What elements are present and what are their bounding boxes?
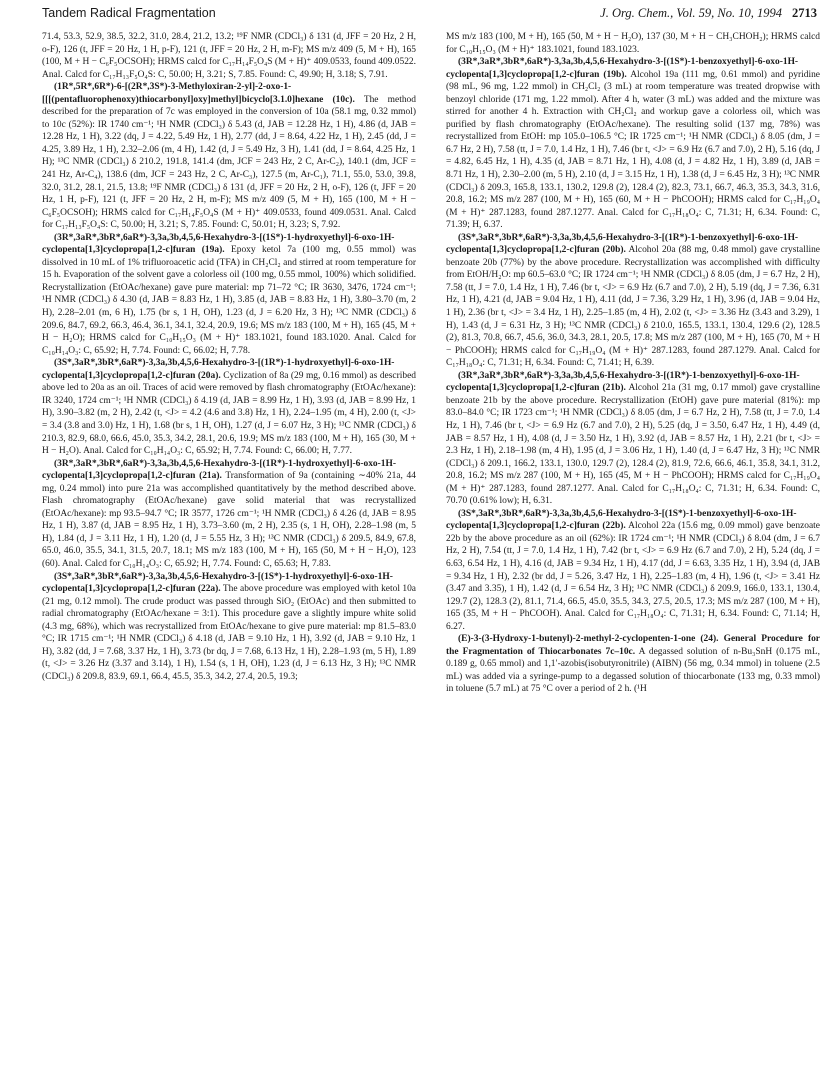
paragraph-body: The above procedure was employed with ketol 10a (21 mg, 0.12 mmol). The crude product was passed through SiO₂ (EtOAc) and then submitted to radial chromatography (EtOAc/hexane = 3:1). This procedure gave a slightly impure white solid (4.3 mg, 68%), which was recrystallized from EtOAc/hexane to give pure material: mp 81.5–83.0 °C; IR 1715 cm⁻¹; ¹H NMR (CDCl₃) δ 4.18 (d, JAB = 9.10 Hz, 1 H), 3.92 (d, JAB = 9.10 Hz, 1 H), 3.82 (dd, J = 7.68, 3.37 Hz, 1 H), 3.73 (br dq, J = 7.68, 6.13 Hz, 1 H), 2.28–1.93 (m, 5 H), 1.89 (t, <J> = 3.26 Hz (3.37 and 3.14), 1 H), 1.54 (s, 1 H, OH), 1.23 (d, J = 6.13 Hz, 3 H); ¹³C NMR (CDCl₃) δ 209.8, 83.9, 69.1, 66.4, 45.5, 35.3, 34.2, 27.4, 20.5, 19.3; bbox=[42, 584, 416, 682]
paragraph-body: Alcohol 22a (15.6 mg, 0.09 mmol) gave benzoate 22b by the above procedure as an oil (62%): IR 1724 cm⁻¹; ¹H NMR (CDCl₃) δ 8.04 (dm, J = 6.7 Hz, 2 H), 7.54 (tt, J = 7.0, 1.4 Hz, 1 H), 7.42 (br t, <J> = 6.9 Hz (6.7 and 7.0), 2 H), 5.24 (dq, J = 6.63, 6.54 Hz, 1 H), 4.16 (d, JAB = 9.34 Hz, 1 H), 4.17 (dd, J = 6.63, 3.35 Hz, 1 H), 3.94 (d, JAB = 9.34 Hz, 1 H), 2.32 (br dd, J = 5.26, 3.47 Hz, 1 H), 2.25–1.83 (m, 4 H), 1.96 (t, <J> = 3.41 Hz (3.47 and 3.35), 1 H), 1.42 (d, J = 6.54 Hz, 3 H); ¹³C NMR (CDCl₃) δ 209.9, 166.0, 133.1, 130.4, 129.7 (2), 128.3 (2), 81.1, 71.4, 66.5, 45.0, 35.5, 34.3, 27.5, 20.5, 17.3; MS m/z 287 (100, M + H), 165 (35, M + H − PhCOOH). Anal. Calcd for C₁₇H₁₈O₄: C, 71.31; H, 6.34. Found: C, 71.14; H, 6.27. bbox=[446, 521, 820, 632]
paragraph-body: Alcohol 19a (111 mg, 0.61 mmol) and pyridine (98 mL, 96 mg, 1.22 mmol) in CH₂Cl₂ (3 mL) at room temperature was treated dropwise with benzoyl chloride (171 mg, 1.22 mmol). After 4 h, water (3 mL) was added and the mixture was stirred for another 4 h. Extraction with CH₂Cl₂ and workup gave a colorless oil, which was purified by flash chromatography (EtOAc/hexane). The resulting solid (137 mg, 78%) was recrystallized from EtOH: mp 105.0–106.5 °C; IR 1725 cm⁻¹; ¹H NMR (CDCl₃) δ 8.05 (dm, J = 6.7 Hz, 2 H), 7.58 (tt, J = 7.0, 1.4 Hz, 1 H), 7.46 (br t, <J> = 6.9 Hz (6.7 and 7.0), 2 H), 5.16 (dq, J = 4.82, 6.45 Hz, 1 H), 4.35 (d, JAB = 8.71 Hz, 1 H), 4.08 (d, J = 4.82 Hz, 1 H), 3.89 (d, JAB = 8.71 Hz, 1 H), 2.30–2.00 (m, 5 H), 2.10 (d, J = 3.15 Hz, 1 H), 1.38 (d, J = 6.45 Hz, 3 H); ¹³C NMR (CDCl₃) δ 209.3, 165.8, 133.1, 130.2, 129.8 (2), 128.4 (2), 82.3, 73.1, 66.7, 46.3, 35.3, 34.3, 31.6, 20.8, 16.2; MS m/z 287 (100, M + H), 165 (60, M + H − PhCOOH); HRMS calcd for C₁₇H₁₉O₄ (M + H)⁺ 287.1283, found 287.1277. Anal. Calcd for C₁₇H₁₈O₄: C, 71.31; H, 6.34. Found: C, 71.39; H, 6.37. bbox=[446, 69, 820, 231]
compound-title: (3R*,3aR*,3bR*,6aR*)-3,3a,3b,4,5,6-Hexahydro-3-[(1R*)-1-hydroxyethyl]-6-oxo-1H-cyclopenta[1,3]cyclopropa[1,2-c]furan (21a). bbox=[42, 458, 396, 482]
paragraph bbox=[42, 458, 416, 571]
paragraph: 71.4, 53.3, 52.9, 38.5, 32.2, 31.0, 28.4, 21.2, 13.2; ¹⁹F NMR (CDCl₃) δ 131 (d, JFF = 20 Hz, 2 H, o-F), 126 (t, JFF = 20 Hz, 1 H, p-F), 121 (t, JFF = 20 Hz, 2 H, m-F); MS m/z 409 (5, M + H), 165 (100, M + H − C₆F₅OCSOH); HRMS calcd for C₁₇H₁₄F₅O₄S (M + H)⁺ 409.0533, found 409.0522. Anal. Calcd for C₁₇H₁₃F₅O₄S: C, 50.00; H, 3.21; S, 7.85. Found: C, 49.90; H, 3.18; S, 7.91. bbox=[42, 32, 416, 80]
compound-title: (1R*,5R*,6R*)-6-[(2R*,3S*)-3-Methyloxiran-2-yl]-2-oxo-1-[[[(pentafluorophenoxy)thiocarbonyl]oxy]methyl]bicyclo[3.1.0]hexane (10c). bbox=[42, 82, 355, 105]
paragraph bbox=[42, 81, 416, 232]
compound-title: (E)-3-(3-Hydroxy-1-butenyl)-2-methyl-2-cyclopenten-1-one (24). General Procedure for the Fragmentation of Thiocarbonates 7c–10c. bbox=[446, 634, 820, 657]
compound-title: (3S*,3aR*,3bR*,6aR*)-3,3a,3b,4,5,6-Hexahydro-3-[(1S*)-1-hydroxyethyl]-6-oxo-1H-cyclopenta[1,3]cyclopropa[1,2-c]furan (22a). bbox=[42, 571, 393, 595]
compound-title: (3R*,3aR*,3bR*,6aR*)-3,3a,3b,4,5,6-Hexahydro-3-[(1R*)-1-benzoxyethyl]-6-oxo-1H-cyclopenta[1,3]cyclopropa[1,2-c]furan (21b). bbox=[446, 370, 800, 394]
paragraph bbox=[446, 232, 820, 370]
compound-title: (3R*,3aR*,3bR*,6aR*)-3,3a,3b,4,5,6-Hexahydro-3-[(1S*)-1-hydroxyethyl]-6-oxo-1H-cyclopenta[1,3]cyclopropa[1,2-c]furan (19a). bbox=[42, 232, 395, 256]
paragraph-body: Cyclization of 8a (29 mg, 0.16 mmol) as described above led to 20a as an oil. Traces of acid were removed by flash chromatography (EtOAc/hexane): IR 3240, 1724 cm⁻¹; ¹H NMR (CDCl₃) δ 4.19 (d, JAB = 8.99 Hz, 1 H), 3.93 (d, JAB = 8.99 Hz, 1 H), 3.90–3.82 (m, 2 H), 2.42 (t, <J> = 4.2 (4.6 and 3.8) Hz, 1 H), 2.24–1.95 (m, 4 H), 2.00 (t, <J> = 3.4 (3.8 and 3.0) Hz, 1 H), 1.68 (br s, 1 H, OH), 1.27 (d, J = 6.07 Hz, 3 H); ¹³C NMR (CDCl₃) δ 210.3, 82.9, 68.0, 66.6, 45.0, 35.3, 34.2, 28.1, 20.6, 19.9; MS m/z 183 (100, M + H), 165 (30, M + H − H₂O). Anal. Calcd for C₁₀H₁₄O₃: C, 65.92; H, 7.74. Found: C, 66.00; H, 7.77. bbox=[42, 370, 416, 457]
paragraph bbox=[446, 56, 820, 232]
paragraph-body: Alcohol 21a (31 mg, 0.17 mmol) gave crystalline benzoate 21b by the above procedure. Recrystallization (EtOH) gave pure material (81%): mp 83.0–84.0 °C; IR 1723 cm⁻¹; ¹H NMR (CDCl₃) δ 8.05 (dm, J = 6.7 Hz, 2 H), 7.58 (tt, J = 7.0, 1.4 Hz, 1 H), 7.46 (br t, <J> = 6.9 Hz (6.7 and 7.0), 2 H), 5.25 (dq, J = 3.50, 6.47 Hz, 1 H), 4.49 (d, JAB = 8.57 Hz, 1 H), 4.08 (d, J = 3.50 Hz, 1 H), 3.92 (d, JAB = 8.57 Hz, 1 H), 2.21 (br t, <J> = 2.3 Hz, 1 H), 2.18–1.98 (m, 4 H), 1.95 (d, J = 3.06 Hz, 1 H), 1.40 (d, J = 6.47 Hz, 3 H); ¹³C NMR (CDCl₃) δ 209.1, 166.2, 133.1, 130.0, 129.7 (2), 128.4 (2), 81.9, 72.6, 66.6, 46.1, 35.8, 34.1, 31.2, 20.8, 16.2; MS m/z 287 (100, M + H), 165 (45, M + H − PhCOOH); HRMS calcd for C₁₇H₁₉O₄ (M + H)⁺ 287.1283, found 287.1277. Anal. Calcd for C₁₇H₁₈O₄: C, 71.31; H, 6.34. Found: C, 70.70 (0.61% low); H, 6.31. bbox=[446, 383, 820, 507]
journal-name: J. Org. Chem., Vol. 59, No. 10, 1994 bbox=[600, 6, 782, 20]
running-header bbox=[42, 6, 817, 26]
right-column bbox=[446, 31, 820, 696]
paragraph bbox=[446, 633, 820, 696]
left-column bbox=[42, 31, 416, 683]
paragraph: MS m/z 183 (100, M + H), 165 (50, M + H − H₂O), 137 (30, M + H − CH₃CHOH₂); HRMS calcd for C₁₀H₁₅O₃ (M + H)⁺ 183.1021, found 183.1023. bbox=[446, 32, 820, 55]
compound-title: (3S*,3aR*,3bR*,6aR*)-3,3a,3b,4,5,6-Hexahydro-3-[(1R*)-1-benzoxyethyl]-6-oxo-1H-cyclopenta[1,3]cyclopropa[1,2-c]furan (20b). bbox=[446, 232, 799, 256]
compound-title: (3S*,3aR*,3bR*,6aR*)-3,3a,3b,4,5,6-Hexahydro-3-[(1S*)-1-benzoxyethyl]-6-oxo-1H-cyclopenta[1,3]cyclopropa[1,2-c]furan (22b). bbox=[446, 508, 797, 532]
compound-title: (3R*,3aR*,3bR*,6aR*)-3,3a,3b,4,5,6-Hexahydro-3-[(1S*)-1-benzoxyethyl]-6-oxo-1H-cyclopenta[1,3]cyclopropa[1,2-c]furan (19b). bbox=[446, 57, 799, 80]
paragraph bbox=[446, 370, 820, 508]
journal-citation bbox=[600, 6, 817, 21]
paragraph-body: Transformation of 9a (containing ∼40% 21a, 44 mg, 0.24 mmol) into pure 21a was accomplished quantitatively by the method described above. Flash chromatography (EtOAc/hexane) gave solid material that was recrystallized (EtOAc/hexane): mp 93.5–94.7 °C; IR 3577, 1726 cm⁻¹; ¹H NMR (CDCl₃) δ 4.26 (d, JAB = 8.95 Hz, 1 H), 3.87 (d, JAB = 8.95 Hz, 1 H), 3.73–3.60 (m, 2 H), 2.35 (s, 1 H, OH), 2.28–1.98 (m, 5 H), 1.84 (d, J = 3.11 Hz, 1 H), 1.20 (d, J = 5.55 Hz, 3 H); ¹³C NMR (CDCl₃) δ 209.5, 84.9, 67.8, 65.0, 46.0, 35.5, 34.1, 31.5, 20.7, 18.1; MS m/z 183 (100, M + H), 165 (50, M + H − H₂O), 123 (60). Anal. Calcd for C₁₀H₁₄O₃: C, 65.92; H, 7.74. Found: C, 65.63; H, 7.83. bbox=[42, 471, 416, 569]
paragraph-body: Alcohol 20a (88 mg, 0.48 mmol) gave crystalline benzoate 20b (77%) by the above procedure. Recrystallization was accomplished with difficulty from EtOH/H₂O: mp 60.5–63.0 °C; IR 1724 cm⁻¹; ¹H NMR (CDCl₃) δ 8.05 (dm, J = 6.7 Hz, 2 H), 7.58 (tt, J = 7.0, 1.4 Hz, 1 H), 7.46 (br t, <J> = 6.9 Hz (6.7 and 7.0), 2 H), 5.19 (dq, J = 7.36, 6.31 Hz, 1 H), 4.21 (d, JAB = 9.04 Hz, 1 H), 4.11 (dd, J = 7.36, 3.29 Hz, 1 H), 3.96 (d, JAB = 9.04 Hz, 1 H), 2.36 (br t, <J> = 3.4 Hz, 1 H), 2.25–1.85 (m, 4 H), 2.02 (t, <J> = 3.36 Hz (3.43 and 3.29), 1 H), 1.43 (d, J = 6.31 Hz, 3 H); ¹³C NMR (CDCl₃) δ 210.0, 165.5, 133.1, 130.4, 129.6 (2), 128.5 (2), 81.3, 70.8, 66.7, 45.6, 36.0, 34.3, 28.1, 20.5, 17.8; MS m/z 287 (100, M + H), 165 (70, M + H − PhCOOH); HRMS calcd for C₁₇H₁₉O₄ (M + H)⁺ 287.1283, found 287.1279. Anal. Calcd for C₁₇H₁₈O₄: C, 71.31; H, 6.34. Found: C, 71.41; H, 6.39. bbox=[446, 245, 820, 369]
page-number: 2713 bbox=[792, 6, 817, 20]
paragraph bbox=[446, 508, 820, 633]
paragraph bbox=[42, 357, 416, 457]
running-title: Tandem Radical Fragmentation bbox=[42, 6, 216, 20]
compound-title: (3S*,3aR*,3bR*,6aR*)-3,3a,3b,4,5,6-Hexahydro-3-[(1R*)-1-hydroxyethyl]-6-oxo-1H-cyclopenta[1,3]cyclopropa[1,2-c]furan (20a). bbox=[42, 358, 395, 381]
paragraph-body: A degassed solution of n-Bu₃SnH (0.175 mL, 0.189 g, 0.65 mmol) and 1,1′-azobis(isobutyronitrile) (AIBN) (56 mg, 0.34 mmol) in toluene (2.5 mL) was added via a syringe-pump to a degassed solution of thiocarbonate (133 mg, 0.33 mmol) in toluene (5.7 mL) at 75 °C over a period of 2 h. (¹H bbox=[446, 646, 820, 695]
paragraph bbox=[42, 232, 416, 357]
paragraph-body: The method described for the preparation of 7c was employed in the conversion of 10a (58.1 mg, 0.32 mmol) to 10c (52%): IR 1740 cm⁻¹; ¹H NMR (CDCl₃) δ 5.43 (d, JAB = 12.28 Hz, 1 H), 4.86 (d, JAB = 12.28 Hz, 1 H), 3.22 (dq, J = 4.22, 5.49 Hz, 1 H), 2.77 (dd, J = 8.64, 4.22 Hz, 1 H), 2.45 (dd, J = 4.25, 3.89 Hz, 1 H), 2.32–2.06 (m, 4 H), 1.42 (d, J = 5.49 Hz, 3 H), 1.41 (dd, J = 8.64, 4.25 Hz, 1 H); ¹³C NMR (CDCl₃) δ 210.2, 191.8, 141.4 (dm, JCF = 243 Hz, 2 C, Ar-C₂), 140.1 (dm, JCF = 241 Hz, Ar-C₄), 138.6 (dm, JCF = 243 Hz, 2 C, Ar-C₃), 127.5 (m, Ar-C₁), 71.1, 55.0, 53.0, 39.8, 32.0, 31.2, 28.1, 21.5, 13.8; ¹⁹F NMR (CDCl₃) δ 131 (d, JFF = 20 Hz, 2 H, o-F), 126 (t, JFF = 20 Hz, 1 H, p-F), 121 (t, JFF = 20 Hz, 2 H, m-F); MS m/z 409 (5, M + H), 165 (100, M + H − C₆F₅OCSOH); HRMS calcd for C₁₇H₁₄F₅O₄S (M + H)⁺ 409.0533, found 409.0531. Anal. Calcd for C₁₇H₁₃F₅O₄S: C, 50.00; H, 3.21; S, 7.85. Found: C, 50.01; H, 3.23; S, 7.92. bbox=[42, 94, 416, 231]
paragraph-body: Epoxy ketol 7a (100 mg, 0.55 mmol) was dissolved in 10 mL of 1% trifluoroacetic acid (TFA) in CH₂Cl₂ and stirred at room temperature for 15 h. Evaporation of the solvent gave a colorless oil (100 mg, 0.55 mmol, 100%) which solidified. Recrystallization (EtOAc/hexane) gave pure material: mp 71–72 °C; IR 3630, 3476, 1724 cm⁻¹; ¹H NMR (CDCl₃) δ 4.30 (d, JAB = 8.83 Hz, 1 H), 3.85 (d, JAB = 8.83 Hz, 1 H), 3.80–3.70 (m, 2 H), 2.28–2.01 (m, 6 H), 1.75 (br s, 1 H, OH), 1.23 (d, J = 6.20 Hz, 3 H); ¹³C NMR (CDCl₃) δ 209.6, 84.7, 69.2, 66.3, 46.4, 36.1, 34.1, 32.4, 20.9, 19.6; MS m/z 183 (100, M + H), 165 (45, M + H − H₂O); HRMS calcd for C₁₀H₁₅O₃ (M + H)⁺ 183.1021, found 183.1020. Anal. Calcd for C₁₀H₁₄O₃: C, 65.92; H, 7.74. Found: C, 66.02; H, 7.78. bbox=[42, 245, 417, 356]
paragraph bbox=[42, 571, 416, 684]
